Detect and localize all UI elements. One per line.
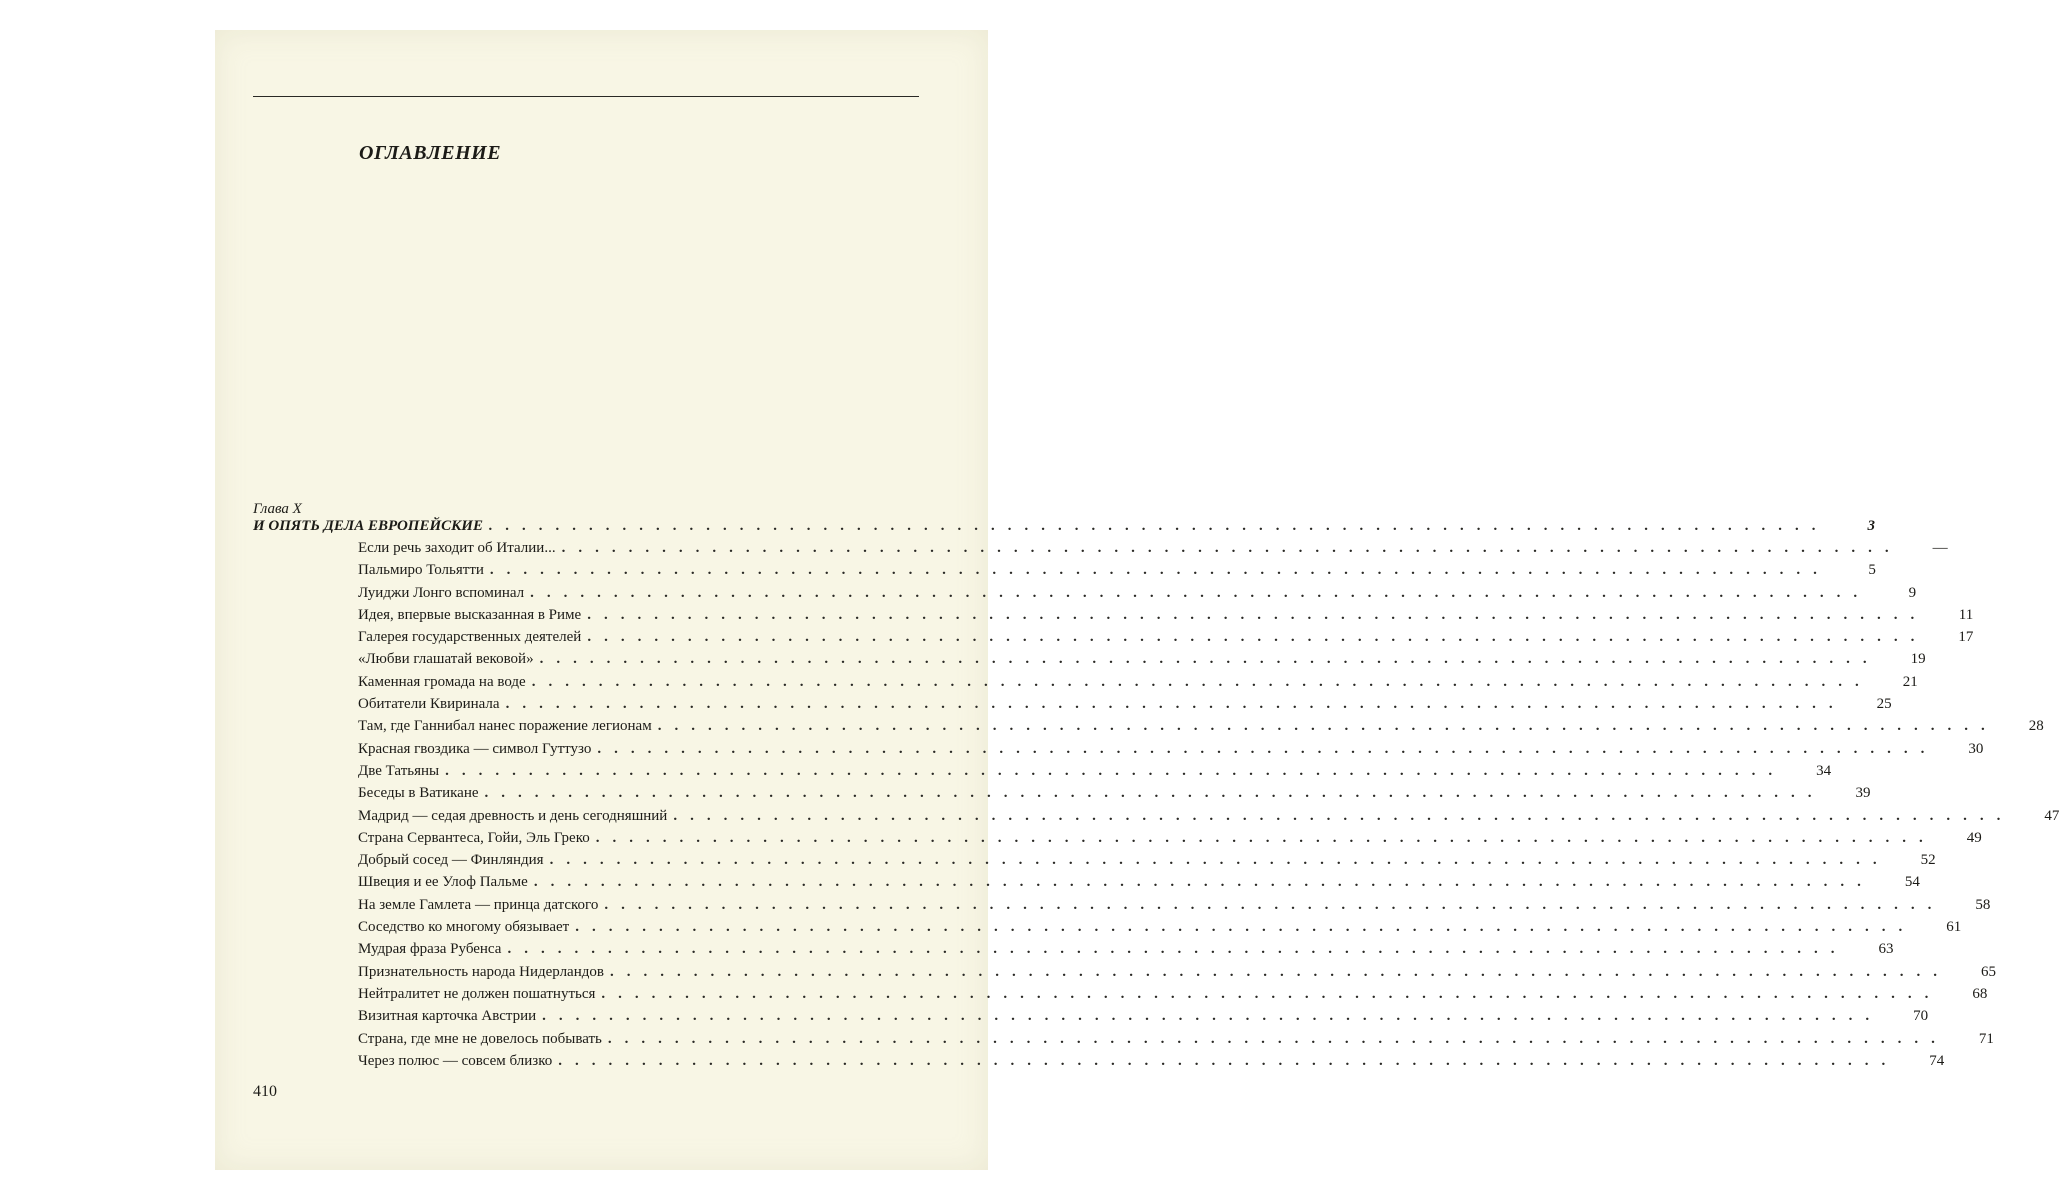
toc-entry-title: Если речь заходит об Италии... bbox=[358, 540, 556, 556]
dot-leader: ................................................................................ bbox=[542, 1008, 1883, 1025]
toc-entry bbox=[253, 941, 1894, 963]
dot-leader: ................................................................................ bbox=[558, 1052, 1899, 1069]
toc-entry-page: 30 bbox=[1968, 740, 1984, 757]
toc-entry bbox=[253, 1052, 1945, 1075]
toc-entry-page: 5 bbox=[1868, 562, 1876, 579]
toc-entry bbox=[253, 829, 1982, 852]
chapter-number: Глава X bbox=[253, 501, 302, 517]
toc-entry bbox=[253, 584, 1917, 607]
toc-entry-title: Там, где Ганнибал нанес поражение легионам bbox=[358, 718, 652, 735]
toc-entry-page: 19 bbox=[1910, 651, 1926, 668]
toc-entry-page: 9 bbox=[1908, 584, 1917, 601]
dot-leader: ................................................................................ bbox=[505, 696, 1846, 713]
toc-entry-page: 47 bbox=[2044, 807, 2059, 824]
book-page bbox=[215, 30, 2059, 1170]
toc-entry-page: 17 bbox=[1958, 629, 1974, 646]
toc-entry-page: 54 bbox=[1904, 874, 1920, 891]
toc-entry bbox=[253, 919, 1962, 941]
toc-entry bbox=[253, 562, 1876, 584]
toc-entry-title: «Любви глашатай вековой» bbox=[358, 651, 534, 668]
toc-entry-title: Идея, впервые высказанная в Риме bbox=[358, 606, 582, 623]
toc-entry-title: Соседство ко многому обязывает bbox=[358, 919, 570, 936]
dot-leader: ................................................................................ bbox=[488, 518, 1829, 534]
toc-entry bbox=[253, 985, 1988, 1008]
chapter-heading-row bbox=[253, 518, 1875, 540]
dot-leader: ................................................................................ bbox=[575, 919, 1916, 936]
toc-entry bbox=[253, 762, 1832, 785]
chapter-title: И ОПЯТЬ ДЕЛА ЕВРОПЕЙСКИЕ bbox=[253, 518, 483, 534]
toc-entry bbox=[253, 629, 1974, 651]
toc-entry-title: Красная гвоздика — символ Гуттузо bbox=[358, 740, 592, 757]
toc-entry-title: Страна, где мне не довелось побывать bbox=[358, 1030, 602, 1047]
toc-entry bbox=[253, 963, 1996, 986]
toc-entry bbox=[253, 740, 1984, 763]
toc-entry bbox=[253, 673, 1918, 696]
toc-entry-title: Мадрид — седая древность и день сегодняшний bbox=[358, 807, 668, 824]
toc-entry bbox=[253, 807, 2059, 830]
dot-leader: ................................................................................ bbox=[533, 874, 1874, 891]
toc-entry-title: Нейтралитет не должен пошатнуться bbox=[358, 985, 596, 1002]
dot-leader: ................................................................................ bbox=[445, 762, 1786, 779]
dot-leader: ................................................................................ bbox=[673, 807, 2014, 824]
toc-entry-page: 65 bbox=[1980, 963, 1996, 980]
toc-entry-page: 39 bbox=[1855, 785, 1871, 802]
dot-leader: ................................................................................ bbox=[530, 584, 1871, 601]
toc-entry-title: На земле Гамлета — принца датского bbox=[358, 896, 599, 913]
toc-entry-page: 21 bbox=[1902, 673, 1918, 690]
toc-entry-title: Две Татьяны bbox=[358, 762, 440, 779]
dot-leader: ................................................................................ bbox=[604, 896, 1945, 913]
dot-leader: ................................................................................ bbox=[484, 785, 1825, 802]
toc-entry bbox=[253, 696, 1892, 718]
toc-entry-page: 58 bbox=[1975, 896, 1991, 913]
toc-entry-page: 34 bbox=[1816, 762, 1832, 779]
toc-entry-page: 25 bbox=[1876, 696, 1892, 713]
toc-entry-title: Каменная громада на воде bbox=[358, 673, 526, 690]
toc-entry-title: Луиджи Лонго вспоминал bbox=[358, 584, 525, 601]
toc-entry-page: 11 bbox=[1958, 606, 1974, 623]
toc-entry-page: 49 bbox=[1966, 829, 1982, 846]
toc-entries bbox=[253, 540, 2059, 1075]
toc-entry bbox=[253, 540, 1948, 562]
toc-entry-title: Добрый сосед — Финляндия bbox=[358, 852, 544, 869]
dot-leader: ................................................................................ bbox=[657, 718, 1998, 735]
dot-leader: ................................................................................ bbox=[539, 651, 1880, 668]
dot-leader: ................................................................................ bbox=[549, 852, 1890, 869]
dot-leader: ................................................................................ bbox=[587, 629, 1928, 646]
toc-entry-title: Мудрая фраза Рубенса bbox=[358, 941, 502, 958]
toc-entry bbox=[253, 651, 1926, 673]
toc-entry-title: Страна Сервантеса, Гойи, Эль Греко bbox=[358, 829, 590, 846]
toc-entry-title: Обитатели Квиринала bbox=[358, 696, 500, 713]
toc-entry-title: Признательность народа Нидерландов bbox=[358, 963, 604, 980]
toc-entry-page: 68 bbox=[1972, 985, 1988, 1002]
dot-leader: ................................................................................ bbox=[587, 606, 1928, 623]
toc-entry-page: 71 bbox=[1978, 1030, 1994, 1047]
toc-entry bbox=[253, 718, 2044, 740]
toc-entry-page: 70 bbox=[1913, 1008, 1929, 1025]
toc-entry bbox=[253, 874, 1920, 896]
toc-entry-page: 28 bbox=[2028, 718, 2044, 735]
toc-entry-page: 74 bbox=[1929, 1052, 1945, 1069]
toc-entry-title: Пальмиро Тольятти bbox=[358, 562, 484, 579]
dot-leader: ................................................................................ bbox=[609, 963, 1950, 980]
dot-leader: ................................................................................ bbox=[607, 1030, 1948, 1047]
toc-entry bbox=[253, 606, 1974, 629]
toc-entry-page: — bbox=[1932, 540, 1948, 556]
toc-entry-title: Швеция и ее Улоф Пальме bbox=[358, 874, 528, 891]
toc-entry bbox=[253, 1030, 1994, 1053]
dot-leader: ................................................................................ bbox=[561, 540, 1902, 556]
toc-entry-title: Галерея государственных деятелей bbox=[358, 629, 582, 646]
top-rule bbox=[253, 96, 919, 97]
dot-leader: ................................................................................ bbox=[597, 740, 1938, 757]
dot-leader: ................................................................................ bbox=[507, 941, 1848, 958]
table-of-contents bbox=[253, 500, 2059, 1075]
toc-entry bbox=[253, 852, 1936, 874]
dot-leader: ................................................................................ bbox=[531, 673, 1872, 690]
page-number: 410 bbox=[253, 1083, 277, 1100]
dot-leader: ................................................................................ bbox=[601, 985, 1942, 1002]
dot-leader: ................................................................................ bbox=[489, 562, 1830, 579]
toc-entry-title: Беседы в Ватикане bbox=[358, 785, 479, 802]
dot-leader: ................................................................................ bbox=[595, 829, 1936, 846]
toc-entry bbox=[253, 896, 1991, 919]
toc-entry-page: 52 bbox=[1920, 852, 1936, 869]
toc-entry-page: 63 bbox=[1878, 941, 1894, 958]
toc-entry-page: 61 bbox=[1946, 919, 1962, 936]
toc-entry bbox=[253, 785, 1871, 807]
page-title: ОГЛАВЛЕНИЕ bbox=[359, 142, 502, 164]
toc-entry bbox=[253, 1008, 1929, 1030]
chapter-page: 3 bbox=[1867, 518, 1875, 534]
toc-entry-title: Через полюс — совсем близко bbox=[358, 1052, 553, 1069]
toc-entry-title: Визитная карточка Австрии bbox=[358, 1008, 537, 1025]
